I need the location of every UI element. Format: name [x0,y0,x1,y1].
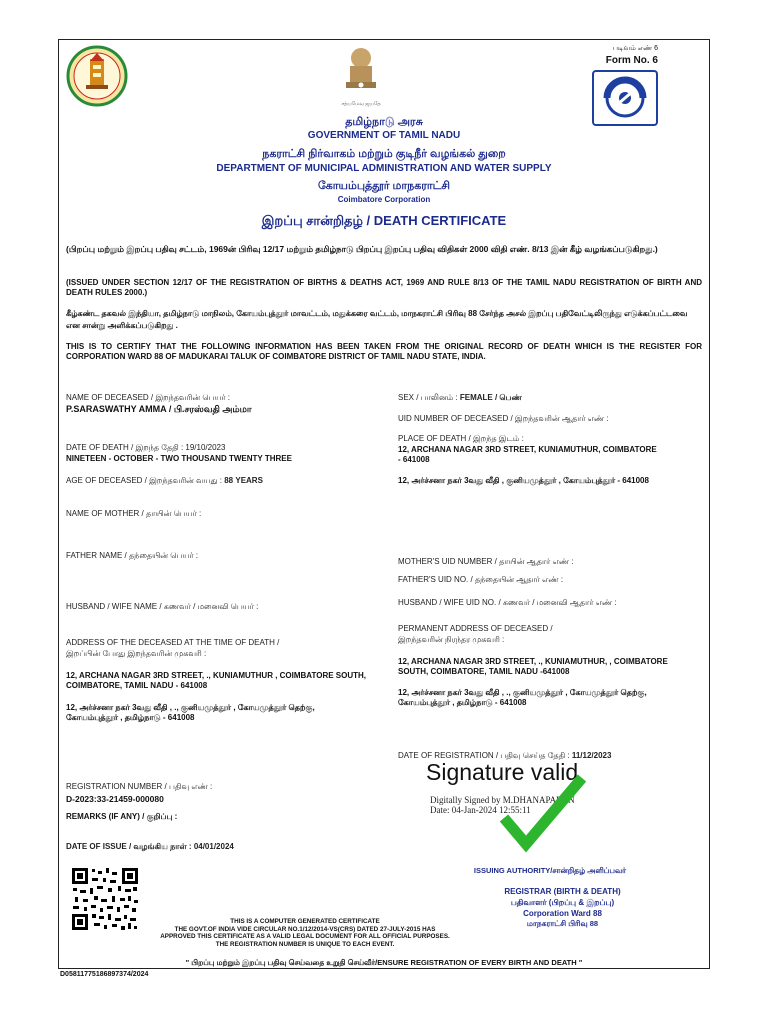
date-of-registration-value: 11/12/2023 [571,751,612,760]
signature-date: Date: 04-Jan-2024 12:55:11 [430,805,531,815]
place-of-death-tamil: 12, அர்ச்சனா நகர் 3வது வீதி , குனியமுத்தூர் , கோயம்புத்தூர் - 641008 [398,476,649,485]
form-number: Form No. 6 [605,55,658,66]
address-label-1: ADDRESS OF THE DECEASED AT THE TIME OF DEATH / [66,638,280,647]
footer-line-2: THE GOVT.OF INDIA VIDE CIRCULAR NO.1/12/2014-VS(CRS) DATED 27-JULY-2015 HAS [174,925,436,933]
certificate-title [58,213,710,230]
age-value: 88 YEARS [224,476,263,485]
footer-line-1: THIS IS A COMPUTER GENERATED CERTIFICATE [230,918,380,925]
date-of-death-value: 19/10/2023 [185,443,226,452]
age-row [66,476,263,486]
document-id: D05811775186897374/2024 [60,971,149,978]
address-value-english: 12, ARCHANA NAGAR 3RD STREET, ., KUNIAMUTHUR , COIMBATORE SOUTH, COIMBATORE, TAMIL NADU - 641008 [66,671,367,690]
tamil-nadu-seal-icon [66,45,128,107]
sex-label: SEX / பாலினம் : [398,393,458,402]
permanent-address-label-2: இறந்தவரின் நிரந்தர முகவரி : [398,635,505,644]
spouse-uid-label: HUSBAND / WIFE UID NO. / கணவர் / மனைவி ஆதார் எண் : [398,598,617,607]
permanent-address-english: 12, ARCHANA NAGAR 3RD STREET, ., KUNIAMUTHUR, , COIMBATORE SOUTH, COIMBATORE, TAMIL NADU -641008 [398,657,668,676]
place-of-death-label: PLACE OF DEATH / இறந்த இடம் : [398,434,524,443]
remarks-label: REMARKS (IF ANY) / குறிப்பு : [66,812,178,821]
footer-slogan: " பிறப்பு மற்றும் இறப்பு பதிவு செய்வதை உறுதி செய்வீர்/ENSURE REGISTRATION OF EVERY BIRTH AND DEATH " [185,958,583,967]
sex-row [398,393,522,403]
corporation-tamil: கோயம்புத்தூர் மாநகராட்சி [317,180,451,192]
signed-by: Digitally Signed by M.DHANAPALAN [430,795,575,805]
date-of-issue-label: DATE OF ISSUE / வழங்கிய நாள் : [66,842,192,851]
father-uid-label: FATHER'S UID NO. / தந்தையின் ஆதார் எண் : [398,575,564,584]
issued-under-tamil: (பிறப்பு மற்றும் இறப்பு பதிவு சட்டம், 1969ன் பிரிவு 12/17 மற்றும் தமிழ்நாடு பிறப்பு இறப்பு பதிவு விதிகள் 2000 விதி எண். 8/13 இன் கீழ் வழங்கப்படுகிறது.) [66,244,658,254]
certificate-border [58,39,710,969]
place-of-death-english: 12, ARCHANA NAGAR 3RD STREET, KUNIAMUTHUR, COIMBATORE - 641008 [398,445,657,464]
signature-status: Signature valid [426,759,579,785]
department-tamil: நகராட்சி நிர்வாகம் மற்றும் குடிநீர் வழங்கல் துறை [262,148,506,160]
department-english: DEPARTMENT OF MUNICIPAL ADMINISTRATION AND WATER SUPPLY [216,163,552,174]
deceased-name-label: NAME OF DECEASED / இறந்தவரின் பெயர் : [66,393,230,402]
qr-code-icon[interactable] [70,866,140,932]
date-of-registration-label: DATE OF REGISTRATION / பதிவு செய்த தேதி : [398,751,570,760]
emblem-caption: சத்யமேவ ஜயதே [341,101,381,107]
form-number-tamil: படிவம் எண் 6 [612,45,658,52]
date-of-issue-row [66,842,234,852]
ashoka-emblem-icon [338,44,384,100]
footer-notice [140,918,470,948]
deceased-name-value: P.SARASWATHY AMMA / பி.சரஸ்வதி அம்மா [66,404,252,414]
date-of-death-label: DATE OF DEATH / இறந்த தேதி : [66,443,184,452]
permanent-address-label-1: PERMANENT ADDRESS OF DECEASED / [398,624,553,633]
spouse-name-label: HUSBAND / WIFE NAME / கணவர் / மனைவி பெயர் : [66,602,259,611]
age-label: AGE OF DECEASED / இறந்தவரின் வயது : [66,476,222,485]
government-english: GOVERNMENT OF TAMIL NADU [307,130,461,141]
mother-name-label: NAME OF MOTHER / தாயின் பெயர் : [66,509,202,518]
certify-english: THIS IS TO CERTIFY THAT THE FOLLOWING INFORMATION HAS BEEN TAKEN FROM THE ORIGINAL RECORD OF DEATH WHICH IS THE REGISTER FOR CORPORATION WARD 88 OF MADUKARAI TALUK OF COIMBATORE DISTRICT OF TAMIL NADU STATE, INDIA. [66,342,702,361]
ward-tamil: மாநகராட்சி பிரிவு 88 [526,919,599,928]
ward-english: Corporation Ward 88 [523,909,602,918]
address-value-tamil: 12, அர்ச்சனா நகர் 3வது வீதி , ., குனியமுத்தூர் , கோயமுத்தூர் தெற்கு, கோயம்புத்தூர் , தமிழ்நாடு - 641008 [66,703,315,722]
date-of-death-words: NINETEEN - OCTOBER - TWO THOUSAND TWENTY THREE [66,454,292,463]
certificate-title-tamil: இறப்பு சான்றிதழ் / [261,213,371,228]
date-of-death-row [66,443,225,453]
registration-number-label: REGISTRATION NUMBER / பதிவு எண் : [66,782,213,791]
footer-line-4: THE REGISTRATION NUMBER IS UNIQUE TO EACH EVENT. [215,940,395,948]
permanent-address-tamil: 12, அர்ச்சனா நகர் 3வது வீதி , ., குனியமுத்தூர் , கோயமுத்தூர் தெற்கு, கோயம்புத்தூர் , தமிழ்நாடு - 641008 [398,688,647,707]
registrar-english: REGISTRAR (BIRTH & DEATH) [504,887,621,896]
footer-line-3: APPROVED THIS CERTIFICATE AS A VALID LEGAL DOCUMENT FOR ALL OFFICIAL PURPOSES. [160,933,450,941]
government-tamil: தமிழ்நாடு அரசு [345,116,423,128]
deceased-uid-label: UID NUMBER OF DECEASED / இறந்தவரின் ஆதார் எண் : [398,414,609,423]
registration-number-value: D-2023:33-21459-000080 [66,794,164,804]
issuing-authority: ISSUING AUTHORITY/சான்றிதழ் அளிப்பவர் [473,866,627,875]
certificate-title-english: DEATH CERTIFICATE [373,213,507,228]
sex-value: FEMALE / பெண் [459,393,522,402]
issued-under-english: (ISSUED UNDER SECTION 12/17 OF THE REGISTRATION OF BIRTHS & DEATHS ACT, 1969 AND RULE 8/13 OF THE TAMIL NADU REGISTRATION OF BIRTH AND DEATH RULES 2000.) [66,278,702,297]
address-label-2: இறப்பின் போது இறந்தவரின் முகவரி : [66,649,207,658]
mother-uid-label: MOTHER'S UID NUMBER / தாயின் ஆதார் எண் : [398,557,574,566]
corporation-english: Coimbatore Corporation [337,195,431,204]
father-name-label: FATHER NAME / தந்தையின் பெயர் : [66,551,198,560]
signature-valid-check-icon [498,772,588,854]
registrar-tamil: பதிவாளர் (பிறப்பு & இறப்பு) [510,898,615,907]
certify-tamil: கீழ்கண்ட தகவல் இந்தியா, தமிழ்நாடு மாநிலம், கோயம்புத்தூர் மாவட்டம், மதுக்கரை வட்டம், மாநகராட்சி பிரிவு 88 சேர்ந்த அசல் இறப்பு பதிவேட்டிலிருந்து எடுக்கப்பட்டவை என சான்று அளிக்கப்படுகிறது . [66,309,688,330]
date-of-issue-value: 04/01/2024 [193,842,234,851]
